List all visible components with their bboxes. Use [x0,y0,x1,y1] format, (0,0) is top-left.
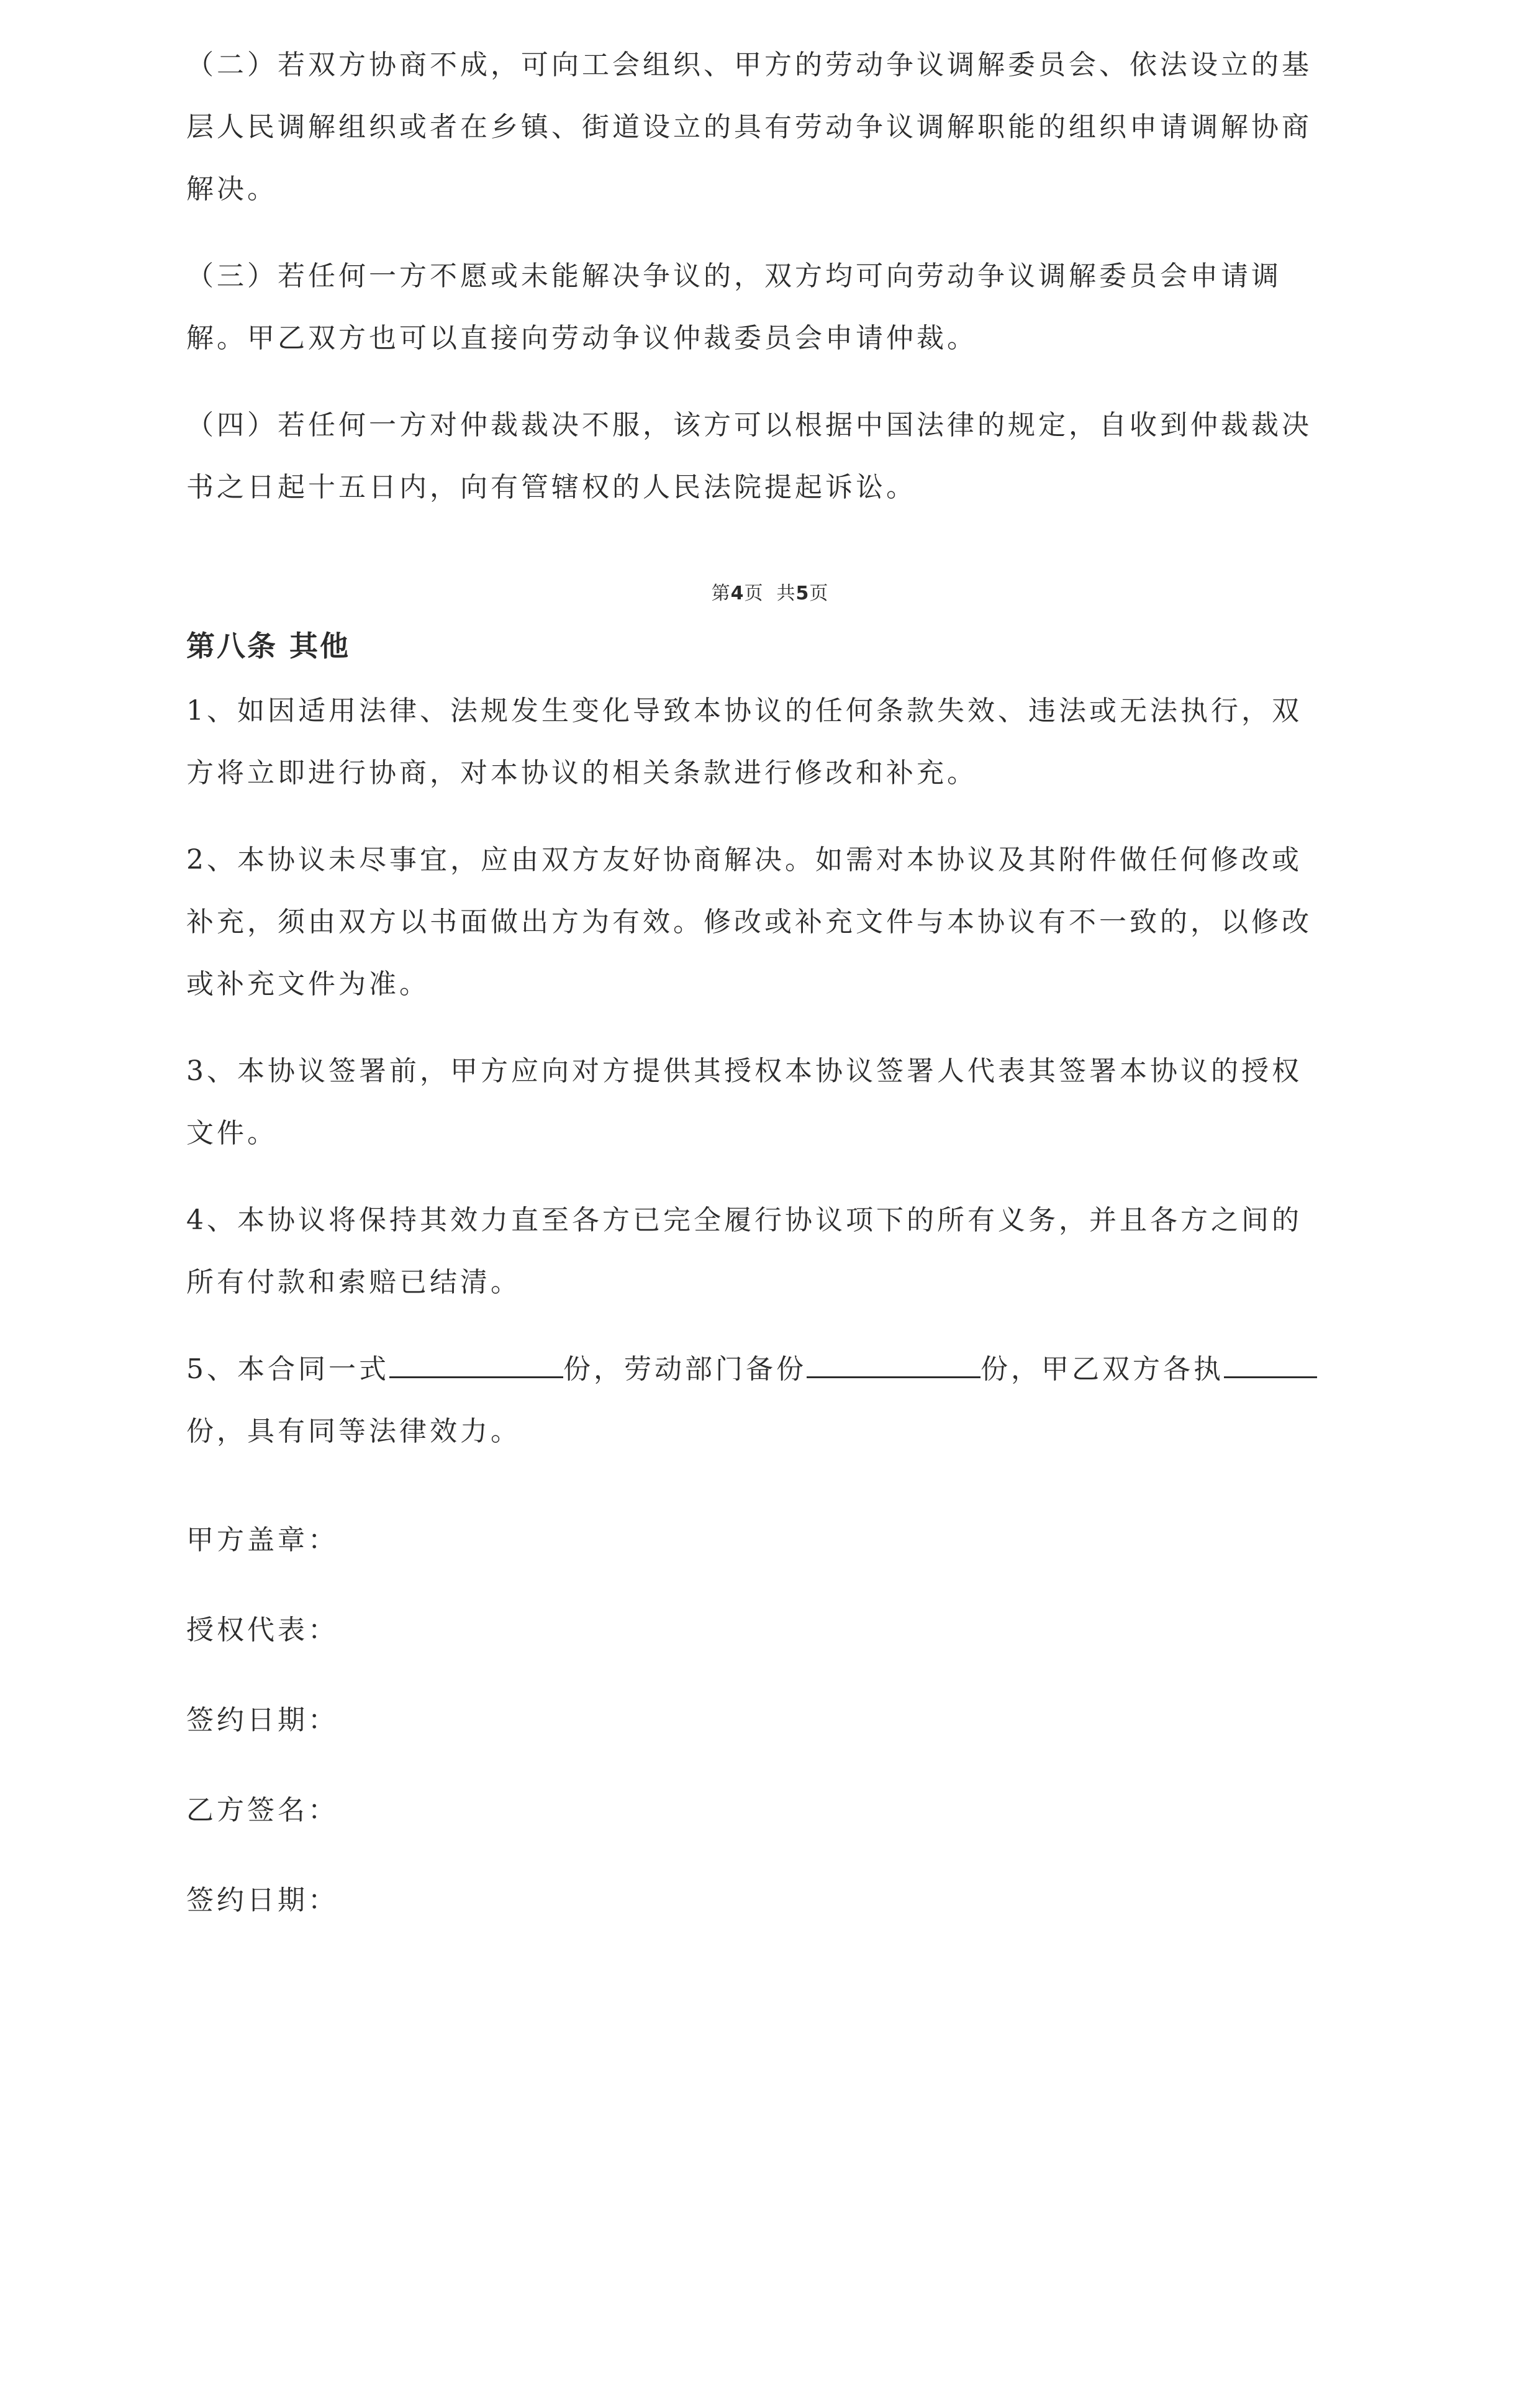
text-line: 所有付款和索赔已结清。 [186,1266,521,1298]
party-a-seal-label: 甲方盖章： [186,1524,338,1556]
clause-8-item-2 [186,829,1341,1015]
text-line: 方将立即进行协商，对本协议的相关条款进行修改和补充。 [186,757,977,789]
copies-text-c: 份，甲乙双方各执 [981,1353,1224,1385]
clause-7-item-2 [186,34,1341,220]
text-line: 补充，须由双方以书面做出方为有效。修改或补充文件与本协议有不一致的，以修改 [186,906,1312,938]
text-line: 解。甲乙双方也可以直接向劳动争议仲裁委员会申请仲裁。 [186,322,977,354]
page-number-suffix: 页 [809,583,829,604]
copies-labor-dept-blank[interactable] [807,1352,981,1378]
text-line: 书之日起十五日内，向有管辖权的人民法院提起诉讼。 [186,471,917,503]
copies-text-b: 份，劳动部门备份 [563,1353,807,1385]
text-line: 3、本协议签署前，甲方应向对方提供其授权本协议签署人代表其签署本协议的授权 [186,1055,1302,1087]
page-number-current: 4 [730,583,745,604]
clause-8-item-4 [186,1189,1341,1314]
text-line: 2、本协议未尽事宜，应由双方友好协商解决。如需对本协议及其附件做任何修改或 [186,844,1302,876]
text-line: （三）若任何一方不愿或未能解决争议的，双方均可向劳动争议调解委员会申请调 [186,260,1282,292]
page-number [0,578,1540,605]
text-line: （四）若任何一方对仲裁裁决不服，该方可以根据中国法律的规定，自收到仲裁裁决 [186,409,1312,441]
clause-8-item-3 [186,1040,1341,1165]
text-line [186,1338,1341,1401]
text-line: 份，具有同等法律效力。 [186,1415,521,1447]
text-line: 文件。 [186,1117,278,1149]
text-line: （二）若双方协商不成，可向工会组织、甲方的劳动争议调解委员会、依法设立的基 [186,49,1312,81]
page-number-middle: 页 共 [744,583,796,604]
text-line: 1、如因适用法律、法规发生变化导致本协议的任何条款失效、违法或无法执行，双 [186,695,1302,727]
clause-8-item-1 [186,680,1341,804]
copies-total-blank[interactable] [389,1352,563,1378]
clause-7-item-4 [186,394,1341,519]
text-line: 层人民调解组织或者在乡镇、街道设立的具有劳动争议调解职能的组织申请调解协商 [186,111,1312,143]
party-b-sign-label: 乙方签名： [186,1794,338,1826]
copies-each-party-blank[interactable] [1224,1352,1317,1378]
clause-8-item-5 [186,1338,1341,1463]
sign-date-a-label: 签约日期： [186,1704,338,1736]
text-line: 解决。 [186,173,278,205]
text-line: 4、本协议将保持其效力直至各方已完全履行协议项下的所有义务，并且各方之间的 [186,1204,1302,1236]
text-line: 或补充文件为准。 [186,968,430,1000]
authorized-rep-label: 授权代表： [186,1614,338,1646]
clause-7-item-3 [186,245,1341,370]
sign-date-b-label: 签约日期： [186,1884,338,1916]
page-number-total: 5 [795,583,810,604]
page-number-prefix: 第 [711,583,731,604]
section-title: 第八条 其他 [186,629,351,663]
copies-text-a: 5、本合同一式 [186,1353,389,1385]
